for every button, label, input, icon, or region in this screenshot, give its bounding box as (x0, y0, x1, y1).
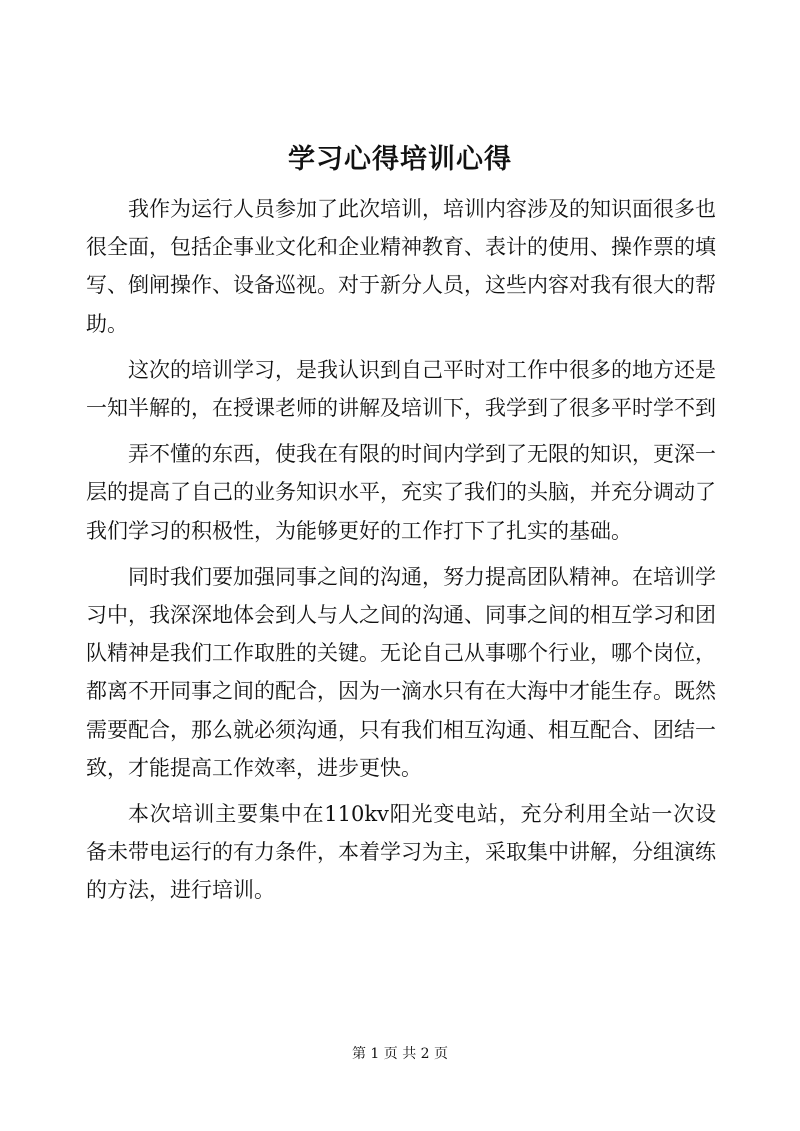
page-footer: 第 1 页 共 2 页 (351, 1046, 449, 1062)
paragraph-4: 同时我们要加强同事之间的沟通，努力提高团队精神。在培训学习中，我深深地体会到人与人之间的沟通、同事之间的相互学习和团队精神是我们工作取胜的关键。无论自己从事哪个行业，哪个岗位，都离不开同事之间的配合，因为一滴水只有在大海中才能生存。既然需要配合，那么就必须沟通，只有我们相互沟通、相互配合、团结一致，才能提高工作效率，进步更快。 (86, 564, 716, 780)
paragraph-2: 这次的培训学习，是我认识到自己平时对工作中很多的地方还是一知半解的，在授课老师的讲解及培训下，我学到了很多平时学不到 (86, 357, 716, 421)
document-body (86, 190, 716, 910)
paragraph-3: 弄不懂的东西，使我在有限的时间内学到了无限的知识，更深一层的提高了自己的业务知识水平，充实了我们的头脑，并充分调动了我们学习的积极性，为能够更好的工作打下了扎实的基础。 (86, 442, 716, 543)
paragraph-1: 我作为运行人员参加了此次培训，培训内容涉及的知识面很多也很全面，包括企事业文化和企业精神教育、表计的使用、操作票的填写、倒闸操作、设备巡视。对于新分人员，这些内容对我有很大的帮助。 (86, 197, 716, 336)
paragraph-5: 本次培训主要集中在110kv阳光变电站，充分利用全站一次设备未带电运行的有力条件，本着学习为主，采取集中讲解，分组演练的方法，进行培训。 (86, 802, 716, 903)
document-title: 学习心得培训心得 (288, 144, 512, 175)
